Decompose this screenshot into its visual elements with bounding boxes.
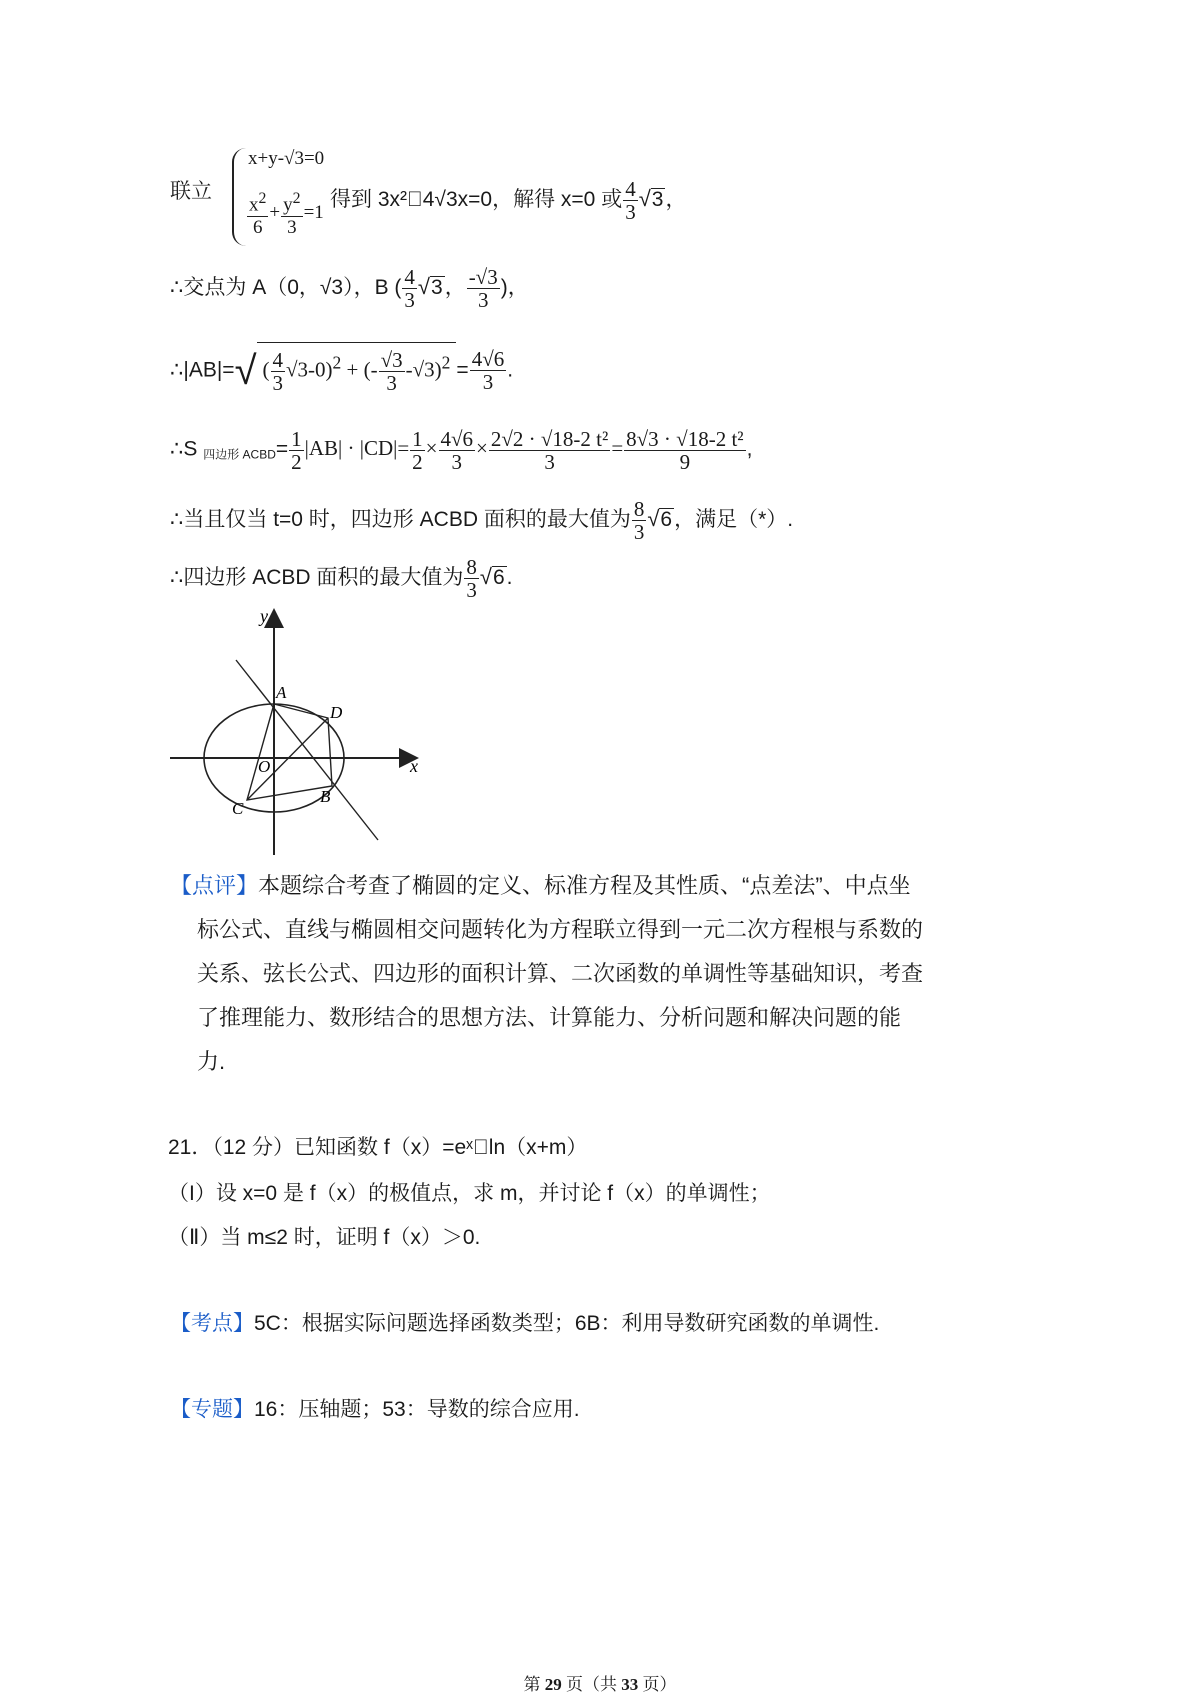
ab-result-num: 4√6	[471, 347, 505, 372]
system-eq1-text: x+y-√3=0	[248, 148, 325, 169]
kaodian-tag: 【考点】	[170, 1312, 254, 1335]
comment-line-2: 标公式、直线与椭圆相交问题转化为方程联立得到一元二次方程根与系数的	[197, 917, 924, 942]
max-radicand: 6	[660, 508, 673, 532]
label-o: O	[258, 757, 271, 776]
label-d: D	[330, 703, 343, 722]
max-line-1: ∴当且仅当 t=0 时，四边形 ACBD 面积的最大值为 $\frac{8}{3}$ √6，满足（*）.	[170, 497, 794, 544]
comment-text-1: 本题综合考查了椭圆的定义、标准方程及其性质、“点差法”、中点坐	[258, 873, 911, 898]
kaodian-text: 5C：根据实际问题选择函数类型；6B：利用导数研究函数的单调性.	[254, 1312, 880, 1335]
b-y-fraction: $\frac{-√3}{3}$	[468, 265, 498, 312]
ab-radicand: ( $\frac{4}{3}$ √3-0)$^2$ + (- $\frac{√3}{3}$ -√3)$^2$	[257, 342, 457, 400]
max-line2-text: ∴四边形 ACBD 面积的最大值为	[170, 566, 464, 590]
max2-den: 3	[466, 578, 477, 602]
max2-fraction	[464, 556, 479, 601]
area-tail: ,	[746, 437, 753, 461]
footer-prefix: 第	[523, 1675, 545, 1694]
comment-line-1	[170, 864, 911, 908]
page-footer	[0, 1670, 1200, 1695]
frac-y-den: 3	[287, 217, 297, 239]
frac-x-den: 6	[252, 217, 263, 239]
frac-y2-3: $\frac{y^2}{3}$	[283, 190, 301, 239]
ellipse-figure	[160, 600, 440, 860]
label-x: x	[410, 756, 418, 776]
ab-prefix: ∴|AB|=	[170, 358, 235, 382]
max2-radicand: 6	[492, 566, 505, 590]
line-ab	[236, 660, 378, 840]
max-line-text: ∴当且仅当 t=0 时，四边形 ACBD 面积的最大值为	[170, 508, 631, 532]
comment-line-4: 了推理能力、数形结合的思想方法、计算能力、分析问题和解决问题的能	[197, 1005, 902, 1030]
system-equation-2: $\frac{x^2}{6}$ + $\frac{y^2}{3}$ =1	[249, 190, 324, 239]
problem-21-part2: （Ⅱ）当 m≤2 时，证明 f（x）＞0.	[168, 1226, 481, 1249]
max-line-2: ∴四边形 ACBD 面积的最大值为 $\frac{8}{3}$ √6.	[170, 555, 513, 602]
max-fraction	[632, 498, 647, 543]
quadrilateral-acbd	[247, 704, 332, 800]
zhuanti-text: 16：压轴题；53：导数的综合应用.	[254, 1398, 580, 1421]
problem-21-part1: （I）设 x=0 是 f（x）的极值点，求 m，并讨论 f（x）的单调性；	[168, 1182, 771, 1205]
system-result-text: 得到 3x²􏰀4√3x=0，解得 x=0 或	[330, 188, 623, 212]
problem-21-title: 21．（12 分）已知函数 f（x）=eˣ􏰀ln（x+m）	[168, 1136, 588, 1159]
footer-page-number: 29	[544, 1675, 562, 1694]
root-num: 4	[625, 177, 636, 201]
system-prefix: 联立	[170, 180, 212, 203]
comment-line-3: 关系、弦长公式、四边形的面积计算、二次函数的单调性等基础知识，考查	[197, 961, 924, 986]
max-num: 8	[633, 497, 645, 521]
frac-y-num: y	[283, 194, 293, 216]
comment-tag: 【点评】	[170, 873, 259, 898]
ab-line: ∴|AB|=√ ( $\frac{4}{3}$ √3-0)$^2$ + (- $\frac{√3}{3}$ -√3)$^2$ = $\frac{4√6}{3}$ .	[170, 342, 513, 400]
zhuanti-line	[170, 1396, 580, 1424]
area-subscript: 四边形 ACBD	[203, 447, 276, 462]
label-a: A	[276, 683, 287, 702]
area-eq: =	[275, 437, 289, 461]
max2-tail: .	[506, 566, 513, 590]
label-y: y	[260, 606, 268, 626]
comment-line-5: 力.	[197, 1049, 226, 1074]
label-b: B	[320, 787, 331, 806]
ab-result	[470, 348, 507, 393]
footer-mid: 页（共	[561, 1675, 622, 1694]
intersection-text: ∴交点为 A（0，√3），B (	[170, 276, 402, 300]
root-den: 3	[625, 200, 636, 224]
footer-total-pages: 33	[621, 1675, 639, 1694]
area-prefix: ∴S	[170, 437, 198, 461]
system-result: 得到 3x²􏰀4√3x=0，解得 x=0 或 $\frac{4}{3}$ √3，	[330, 177, 687, 224]
frac-x-num: x	[249, 194, 259, 216]
frac-x2-6: $\frac{x^2}{6}$	[249, 190, 267, 239]
system-equation-1	[248, 148, 324, 170]
intersection-line: ∴交点为 A（0，√3），B ( $\frac{4}{3}$ √3， $\frac{-√3}{3}$ )，	[170, 265, 529, 312]
max-den: 3	[633, 520, 645, 544]
system-eq2-rhs: =1	[303, 202, 324, 224]
b-x-fraction: $\frac{4}{3}$	[404, 265, 415, 312]
label-c: C	[232, 799, 244, 818]
max-tail: ，满足（*）.	[674, 508, 794, 532]
footer-suffix: 页）	[638, 1675, 677, 1694]
root-radicand: 3	[651, 188, 664, 212]
kaodian-line	[170, 1310, 879, 1338]
zhuanti-tag: 【专题】	[170, 1398, 254, 1421]
max2-num: 8	[466, 555, 477, 579]
root-fraction	[623, 178, 638, 223]
area-line: ∴S $_{四边形 ACBD}$= $\frac{1}{2}$ |AB| · |CD|= $\frac{1}{2}$ × $\frac{4√6}{3}$ × $\frac{\text{2√2 · √18-2 t²}}{3}$ = $\frac{\text{8√3 · √18-2 t²}}{9}$ ,	[170, 427, 753, 474]
ab-result-den: 3	[482, 370, 494, 395]
